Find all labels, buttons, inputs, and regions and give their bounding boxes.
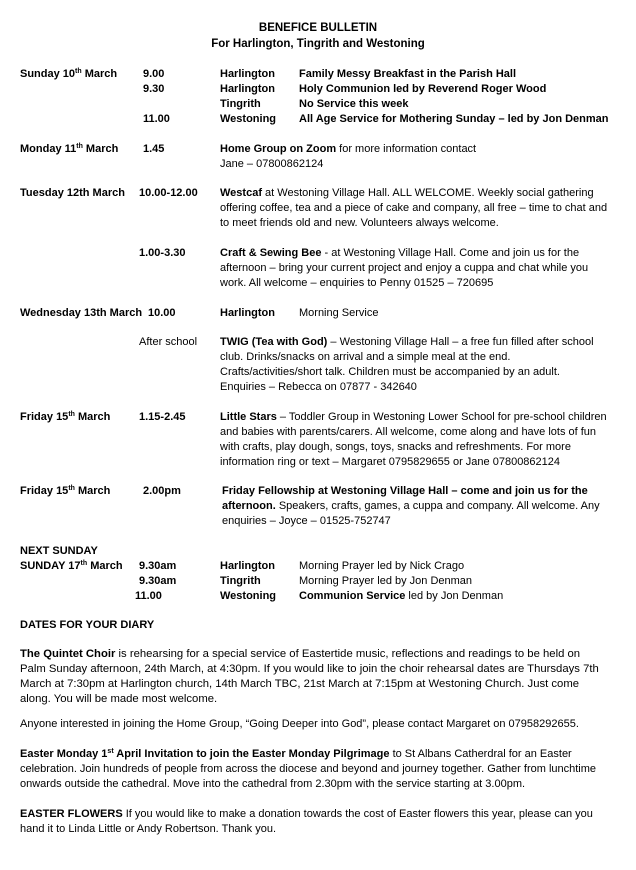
diary-heading: DATES FOR YOUR DIARY xyxy=(20,619,155,631)
time: 11.00 xyxy=(143,113,170,125)
event-craft-sewing: Craft & Sewing Bee - at Westoning Village Hall. Come and join us for the afternoon – bring your current project and enjoy a cuppa and chat while you work. All welcome – enquiries to Penny 01525 – 720695 xyxy=(220,247,589,289)
day-sunday-10: Sunday 10th March xyxy=(20,68,118,80)
event-little-stars: Little Stars – Toddler Group in Westoning Lower School for pre-school children and babies with parents/carers. All welcome, come along and have lots of fun with crafts, play dough, songs, toys, snacks and refreshments. For more information ring or text – Margaret 0795829655 or Jane 07800862124 xyxy=(220,411,607,468)
place: Tingrith xyxy=(220,575,261,587)
service-desc: Morning Prayer led by Nick Crago xyxy=(299,560,465,572)
day-tuesday-12: Tuesday 12th March xyxy=(20,187,125,199)
time: 1.15-2.45 xyxy=(139,411,186,423)
easter-monday-paragraph: Easter Monday 1st April Invitation to join the Easter Monday Pilgrimage to St Albans Catherdral for an Easter celebration. Join hundreds of people from across the diocese and beyond and journey together. Gather from lunchtime onwards outside the cathedral. Move into the cathedral from 2.30pm with the service starting at 3.00pm. xyxy=(20,748,597,790)
service-desc: No Service this week xyxy=(299,98,409,110)
event-westcaf: Westcaf at Westoning Village Hall. ALL WELCOME. Weekly social gathering offering coffee, tea and a piece of cake and company, all free – time to chat and to meet friends old and new. Volunteers always welcome. xyxy=(220,187,608,229)
time: 1.45 xyxy=(143,143,165,155)
time: 9.00 xyxy=(143,68,165,80)
place: Westoning xyxy=(220,113,277,125)
time: 11.00 xyxy=(135,590,162,602)
quintet-choir-paragraph: The Quintet Choir is rehearsing for a special service of Eastertide music, reflections and readings to be held on Palm Sunday afternoon, 24th March, at 4:30pm. If you would like to join the choir rehearsal dates are Thursdays 7th March at 7:30pm at Harlington church, 14th March TBC, 21st March at 7:15pm at Westoning Church. Just come along. You will be made most welcome. xyxy=(20,648,599,705)
next-sunday-label: NEXT SUNDAY xyxy=(20,545,98,557)
time: 10.00 xyxy=(148,307,176,319)
time: 9.30am xyxy=(139,575,177,587)
place: Westoning xyxy=(220,590,277,602)
time: 2.00pm xyxy=(143,485,181,497)
service-desc: Communion Service led by Jon Denman xyxy=(299,590,504,602)
time: 1.00-3.30 xyxy=(139,247,186,259)
place: Harlington xyxy=(220,307,275,319)
place: Tingrith xyxy=(220,98,261,110)
day-sunday-17: SUNDAY 17th March xyxy=(20,560,123,572)
service-desc: Family Messy Breakfast in the Parish Hall xyxy=(299,68,517,80)
home-group-paragraph: Anyone interested in joining the Home Group, “Going Deeper into God”, please contact Margaret on 07958292655. xyxy=(20,718,579,730)
event-home-group: Home Group on Zoom for more information contact Jane – 07800862124 xyxy=(220,143,477,170)
service-desc: Holy Communion led by Reverend Roger Wood xyxy=(299,83,547,95)
time: 10.00-12.00 xyxy=(139,187,198,199)
event-twig: TWIG (Tea with God) – Westoning Village Hall – a free fun filled after school club. Drinks/snacks on arrival and a simple meal at the end. Crafts/activities/short talk. Children must be accompanied by an adult. Enquiries – Rebecca on 07877 - 342640 xyxy=(220,336,594,393)
easter-flowers-paragraph: EASTER FLOWERS If you would like to make a donation towards the cost of Easter flowers this year, please can you hand it to Linda Little or Andy Robertson. Thank you. xyxy=(20,808,593,835)
place: Harlington xyxy=(220,68,275,80)
time: 9.30am xyxy=(139,560,177,572)
place: Harlington xyxy=(220,560,275,572)
service-desc: Morning Prayer led by Jon Denman xyxy=(299,575,473,587)
time: 9.30 xyxy=(143,83,165,95)
time: After school xyxy=(139,336,198,348)
day-friday-15-fellowship: Friday 15th March xyxy=(20,485,111,497)
day-monday-11: Monday 11th March xyxy=(20,143,119,155)
service-desc: Morning Service xyxy=(299,307,379,319)
event-friday-fellowship: Friday Fellowship at Westoning Village Hall – come and join us for the afternoon. Speakers, crafts, games, a cuppa and company. All welcome. Any enquiries – Joyce – 01525-752747 xyxy=(222,485,600,527)
day-friday-15: Friday 15th March xyxy=(20,411,111,423)
bulletin-subtitle: For Harlington, Tingrith and Westoning xyxy=(211,38,425,50)
bulletin-title: BENEFICE BULLETIN xyxy=(258,22,378,34)
service-desc: All Age Service for Mothering Sunday – led by Jon Denman xyxy=(299,113,609,125)
place: Harlington xyxy=(220,83,275,95)
day-wednesday-13: Wednesday 13th March xyxy=(20,307,143,319)
